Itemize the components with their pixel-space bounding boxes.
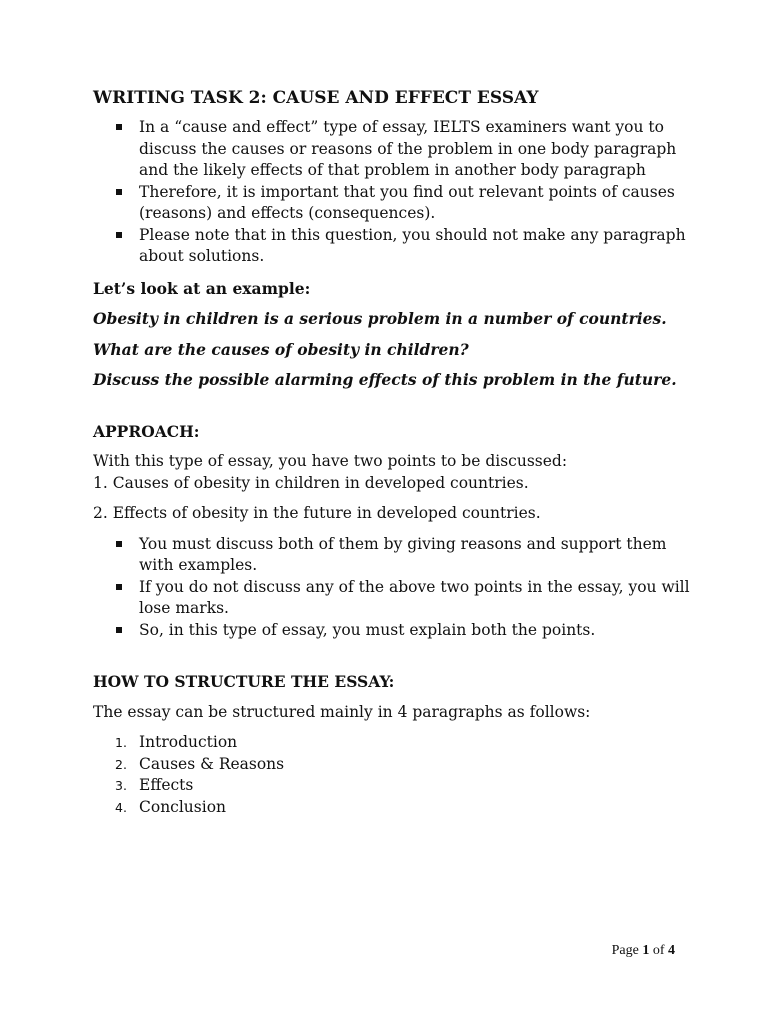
- list-item: So, in this type of essay, you must explain both the points.: [93, 620, 693, 642]
- list-item: 4. Conclusion: [93, 797, 693, 819]
- total-pages: 4: [668, 943, 675, 958]
- list-item: If you do not discuss any of the above two points in the essay, you will lose marks.: [93, 577, 693, 620]
- structure-heading: HOW TO STRUCTURE THE ESSAY:: [93, 672, 395, 691]
- example-line: Discuss the possible alarming effects of this problem in the future.: [93, 370, 677, 389]
- example-heading: Let’s look at an example:: [93, 278, 311, 298]
- structure-intro: The essay can be structured mainly in 4 paragraphs as follows:: [93, 702, 591, 721]
- list-item: You must discuss both of them by giving reasons and support them with examples.: [93, 534, 693, 577]
- page-title: WRITING TASK 2: CAUSE AND EFFECT ESSAY: [93, 88, 539, 108]
- approach-point-2: 2. Effects of obesity in the future in developed countries.: [93, 504, 541, 522]
- list-item: 1. Introduction: [93, 732, 693, 754]
- square-bullet-icon: [116, 124, 122, 130]
- square-bullet-icon: [116, 541, 122, 547]
- list-number: 3.: [115, 778, 127, 793]
- page-number-footer: Page 1 of 4: [611, 943, 675, 958]
- example-line: Obesity in children is a serious problem in a number of countries.: [93, 309, 667, 328]
- list-item: 2. Causes & Reasons: [93, 754, 693, 776]
- list-number: 1.: [115, 735, 127, 750]
- document-page: [93, 88, 693, 818]
- list-item: Therefore, it is important that you find out relevant points of causes (reasons) and effects (consequences).: [93, 182, 693, 225]
- structure-numbered-list: [93, 732, 693, 818]
- square-bullet-icon: [116, 232, 122, 238]
- intro-bullet-list: [93, 117, 693, 268]
- approach-point-1: 1. Causes of obesity in children in developed countries.: [93, 473, 529, 492]
- approach-bullet-list: [93, 534, 693, 642]
- square-bullet-icon: [116, 189, 122, 195]
- list-number: 4.: [115, 799, 127, 815]
- square-bullet-icon: [116, 584, 122, 590]
- approach-heading: APPROACH:: [93, 421, 200, 441]
- list-item: 3. Effects: [93, 775, 693, 797]
- list-item: Please note that in this question, you should not make any paragraph about solutions.: [93, 225, 693, 268]
- current-page: 1: [642, 943, 650, 958]
- square-bullet-icon: [116, 627, 122, 633]
- list-number: 2.: [115, 756, 127, 772]
- approach-intro: With this type of essay, you have two points to be discussed:: [93, 452, 568, 470]
- list-item: In a “cause and effect” type of essay, IELTS examiners want you to discuss the causes or reasons of the problem in one body paragraph and the likely effects of that problem in another body paragraph: [93, 117, 693, 182]
- example-line: What are the causes of obesity in children?: [93, 339, 469, 359]
